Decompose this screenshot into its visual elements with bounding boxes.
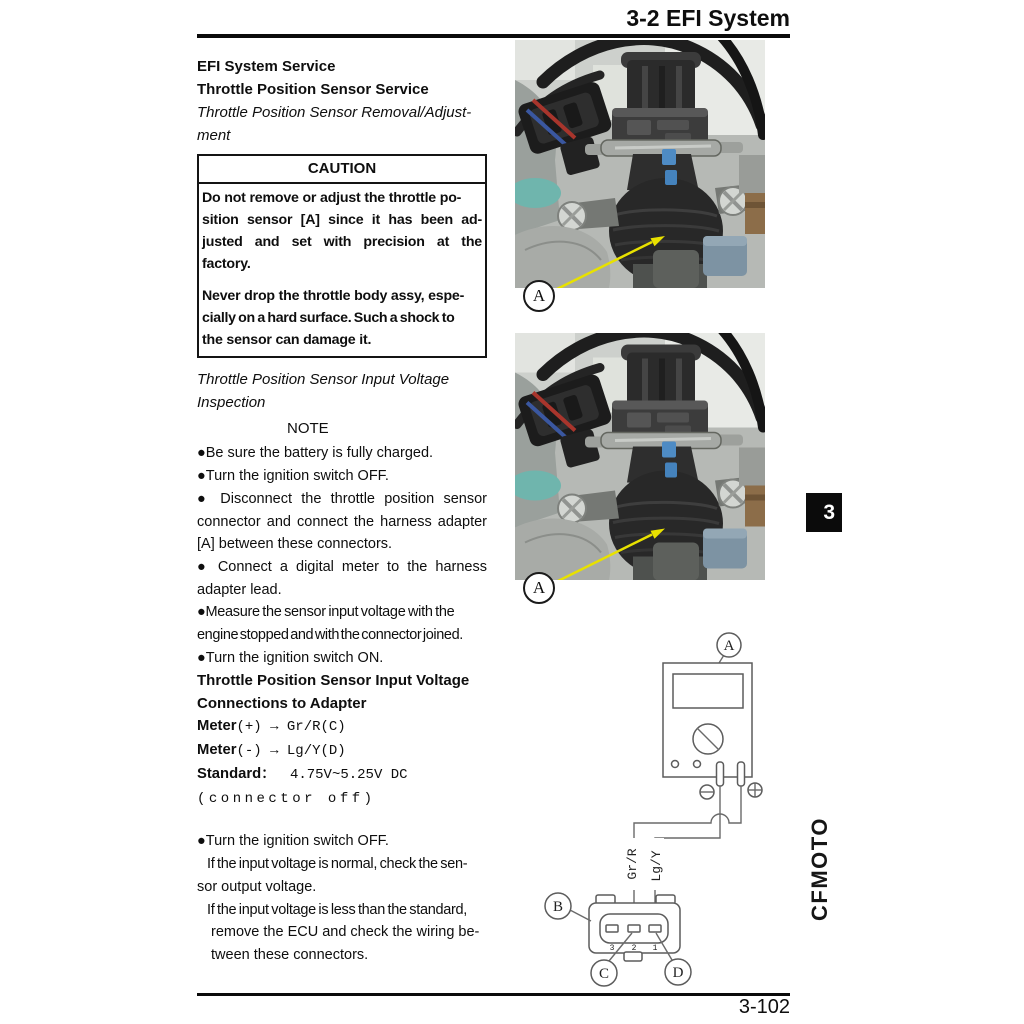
pin-number-1: 1 <box>652 944 658 953</box>
multimeter-jack <box>694 761 701 768</box>
post-line: If the input voltage is normal, check the sen- <box>207 856 468 873</box>
meter-label: Meter <box>197 718 237 735</box>
note-line: ●Be sure the battery is fully charged. <box>197 445 434 462</box>
multimeter-jack <box>672 761 679 768</box>
caution-line: the sensor can damage it. <box>202 331 372 348</box>
meter-minus-row <box>197 739 487 763</box>
callout-a-photo2: A <box>523 572 555 604</box>
header-rule <box>197 34 790 38</box>
multimeter-display <box>673 674 743 708</box>
meter-plus-row <box>197 715 487 739</box>
connector-latch <box>624 952 642 961</box>
caution-paragraph-gap <box>202 275 482 285</box>
note-line: ● Connect a digital meter to the harness <box>197 558 487 575</box>
meter-plus-value: (+) → Gr/R(C) <box>236 719 346 736</box>
note-line: engine stopped and with the connector joined. <box>197 627 463 644</box>
diagram-callout-a: A <box>723 638 735 654</box>
connections-heading-line: Connections to Adapter <box>197 695 367 713</box>
connections-heading-line: Throttle Position Sensor Input Voltage <box>197 672 470 690</box>
caution-box <box>197 154 487 358</box>
post-line: remove the ECU and check the wiring be- <box>211 924 480 941</box>
standard-row <box>197 763 487 787</box>
tps-photo-artwork <box>515 333 765 580</box>
caution-title: CAUTION <box>199 156 485 184</box>
caution-body <box>199 184 485 356</box>
photo-throttle-position-sensor-bottom <box>515 333 765 580</box>
pin-slot-2 <box>628 925 640 932</box>
subsection-heading: Throttle Position Sensor Service <box>197 81 429 98</box>
caution-line: sition sensor [A] since it has been ad- <box>202 211 482 228</box>
post-line: tween these connectors. <box>211 946 369 963</box>
standard-label: Standard： <box>197 766 276 783</box>
section-heading: EFI System Service <box>197 58 336 75</box>
callout-a-photo1: A <box>523 280 555 312</box>
meter-label: Meter <box>197 742 237 759</box>
diagram-callout-d: D <box>672 965 684 981</box>
standard-value: 4.75V~5.25V DC <box>289 767 408 784</box>
note-line: ●Measure the sensor input voltage with the <box>197 604 455 621</box>
meter-minus-value: (-) → Lg/Y(D) <box>236 743 346 760</box>
diagram-callout-c: C <box>598 966 610 982</box>
caution-line: Never drop the throttle body assy, espe- <box>202 287 465 304</box>
note-line: ●Turn the ignition switch ON. <box>197 649 384 666</box>
page-title: 3-2 EFI System <box>626 5 790 31</box>
note-line: adapter lead. <box>197 581 282 598</box>
caution-line: factory. <box>202 255 251 272</box>
note-label: NOTE <box>287 419 329 437</box>
caution-line: justed and set with precision at the <box>202 233 482 250</box>
note-line: ● Disconnect the throttle position sensor <box>197 490 487 507</box>
inspection-title-line: Inspection <box>197 393 266 411</box>
tps-photo-artwork <box>515 40 765 288</box>
probe-minus <box>717 762 724 786</box>
pin-slot-1 <box>649 925 661 932</box>
pin-number-2: 2 <box>631 944 637 953</box>
chapter-tab: 3 <box>806 493 842 532</box>
note-line: connector and connect the harness adapter <box>197 513 487 530</box>
wire-label-gr-r: Gr/R <box>625 848 640 880</box>
meter-connector-diagram <box>540 628 800 990</box>
post-line: sor output voltage. <box>197 878 317 895</box>
pin-number-3: 3 <box>609 944 615 953</box>
note-line: ●Turn the ignition switch OFF. <box>197 468 389 485</box>
pin-slot-3 <box>606 925 618 932</box>
caution-line: Do not remove or adjust the throttle po- <box>202 189 462 206</box>
note-line: [A] between these connectors. <box>197 536 393 553</box>
brand-logo-vertical: CFMOTO <box>807 817 832 921</box>
probe-plus <box>738 762 745 786</box>
post-line: ●Turn the ignition switch OFF. <box>197 833 389 850</box>
diagram-callout-b: B <box>552 899 564 915</box>
procedure-title-line: ment <box>197 127 231 144</box>
text-column <box>197 50 487 967</box>
photo-throttle-position-sensor-top <box>515 40 765 288</box>
page-number: 3-102 <box>738 996 790 1018</box>
procedure-title-line: Throttle Position Sensor Removal/Adjust- <box>197 104 472 121</box>
inspection-title-line: Throttle Position Sensor Input Voltage <box>197 370 450 388</box>
wire-label-lg-y: Lg/Y <box>649 850 664 882</box>
connector-off-note: (connector off) <box>197 791 376 808</box>
caution-line: cially on a hard surface. Such a shock to <box>202 309 455 326</box>
post-line: If the input voltage is less than the standard, <box>207 901 468 918</box>
